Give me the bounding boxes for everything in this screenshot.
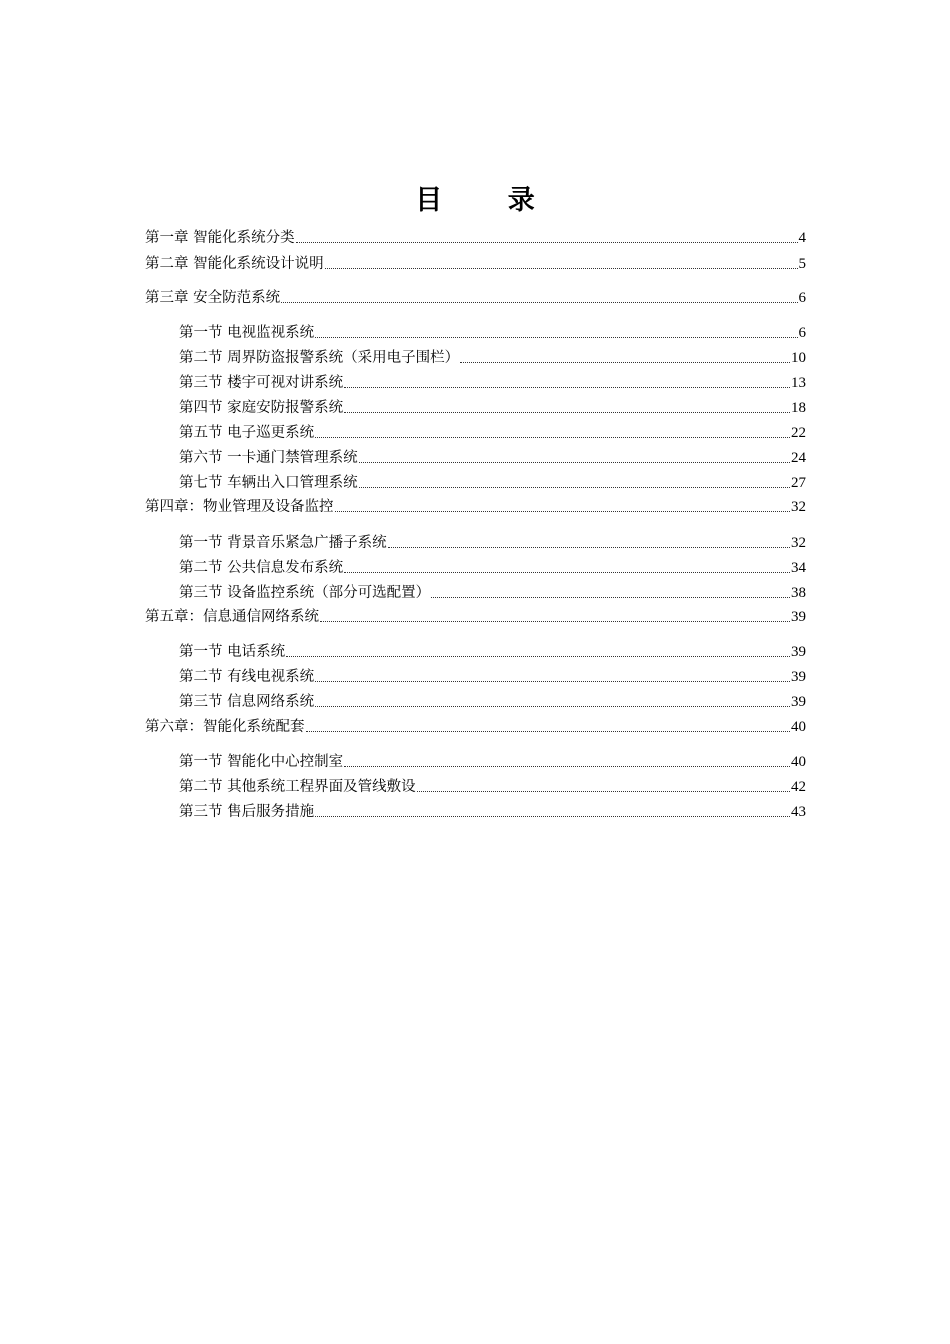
toc-entry-text: 第一节 背景音乐紧急广播子系统: [179, 535, 387, 551]
toc-dot-leader: [315, 323, 797, 338]
toc-dot-leader: [344, 398, 790, 413]
toc-entry-text: 第五节 电子巡更系统: [179, 425, 315, 441]
toc-dot-leader: [320, 607, 790, 622]
toc-page-number: 39: [791, 644, 806, 660]
toc-entry-text: 第三节 售后服务措施: [179, 804, 315, 820]
toc-page-number: 4: [798, 230, 806, 246]
toc-entry[interactable]: [179, 533, 806, 553]
toc-entry-text: 第三节 信息网络系统: [179, 694, 315, 710]
toc-entry-text: 第二章 智能化系统设计说明: [145, 256, 324, 272]
toc-entry-text: 第六章：智能化系统配套: [145, 719, 305, 735]
toc-dot-leader: [315, 692, 790, 707]
toc-dot-leader: [286, 642, 790, 657]
toc-entry-text: 第三节 楼宇可视对讲系统: [179, 375, 344, 391]
toc-dot-leader: [417, 777, 790, 792]
toc-dot-leader: [431, 583, 790, 598]
toc-page-number: 40: [791, 719, 806, 735]
toc-entry[interactable]: [179, 398, 806, 418]
toc-entry-text: 第四节 家庭安防报警系统: [179, 400, 344, 416]
toc-entry[interactable]: [145, 288, 806, 308]
toc-entry-text: 第二节 其他系统工程界面及管线敷设: [179, 779, 416, 795]
toc-page-number: 38: [791, 585, 806, 601]
toc-entry-text: 第三节 设备监控系统（部分可选配置）: [179, 585, 431, 601]
toc-page-number: 32: [791, 535, 806, 551]
toc-entry[interactable]: [145, 228, 806, 248]
toc-page-number: 10: [791, 350, 806, 366]
toc-entry-text: 第五章：信息通信网络系统: [145, 609, 319, 625]
toc-page-number: 39: [791, 609, 806, 625]
toc-dot-leader: [306, 717, 791, 732]
toc-entry-text: 第六节 一卡通门禁管理系统: [179, 450, 358, 466]
toc-title-text: 目 录: [415, 185, 563, 216]
toc-entry[interactable]: [179, 777, 806, 797]
toc-dot-leader: [359, 473, 790, 488]
toc-dot-leader: [388, 533, 790, 548]
toc-entry[interactable]: [145, 607, 806, 627]
toc-entry-text: 第一节 电话系统: [179, 644, 286, 660]
toc-page-number: 27: [791, 475, 806, 491]
toc-dot-leader: [315, 802, 790, 817]
toc-dot-leader: [335, 497, 791, 512]
toc-page-number: 13: [791, 375, 806, 391]
toc-dot-leader: [325, 254, 798, 269]
toc-dot-leader: [344, 558, 790, 573]
toc-dot-leader: [315, 423, 790, 438]
toc-page-number: 40: [791, 754, 806, 770]
toc-page-number: 6: [798, 325, 806, 341]
toc-entry[interactable]: [179, 802, 806, 822]
toc-page-number: 5: [798, 256, 806, 272]
toc-dot-leader: [344, 752, 790, 767]
toc-entry[interactable]: [179, 583, 806, 603]
toc-dot-leader: [281, 288, 797, 303]
toc-entry[interactable]: [179, 667, 806, 687]
toc-entry-text: 第二节 有线电视系统: [179, 669, 315, 685]
toc-entry[interactable]: [145, 254, 806, 274]
toc-entry[interactable]: [145, 717, 806, 737]
toc-dot-leader: [296, 228, 798, 243]
toc-entry[interactable]: [179, 448, 806, 468]
toc-page-number: 39: [791, 669, 806, 685]
toc-page-number: 42: [791, 779, 806, 795]
toc-entry-text: 第七节 车辆出入口管理系统: [179, 475, 358, 491]
toc-entry[interactable]: [179, 373, 806, 393]
toc-page-number: 43: [791, 804, 806, 820]
toc-entry[interactable]: [179, 473, 806, 493]
toc-entry[interactable]: [179, 752, 806, 772]
toc-entry-text: 第一节 智能化中心控制室: [179, 754, 344, 770]
toc-entry[interactable]: [179, 642, 806, 662]
toc-entry-text: 第四章：物业管理及设备监控: [145, 499, 334, 515]
toc-entry[interactable]: [145, 497, 806, 517]
toc-dot-leader: [344, 373, 790, 388]
toc-entry-text: 第二节 周界防盗报警系统（采用电子围栏）: [179, 350, 460, 366]
toc-dot-leader: [315, 667, 790, 682]
toc-entry[interactable]: [179, 692, 806, 712]
toc-page-number: 34: [791, 560, 806, 576]
toc-dot-leader: [460, 348, 790, 363]
toc-entry-text: 第一章 智能化系统分类: [145, 230, 295, 246]
toc-entry[interactable]: [179, 423, 806, 443]
toc-entry[interactable]: [179, 348, 806, 368]
toc-entry-text: 第三章 安全防范系统: [145, 290, 281, 306]
toc-entry[interactable]: [179, 558, 806, 578]
toc-page-number: 22: [791, 425, 806, 441]
toc-page-number: 18: [791, 400, 806, 416]
toc-page-number: 32: [791, 499, 806, 515]
toc-page-number: 6: [798, 290, 806, 306]
toc-entry[interactable]: [179, 323, 806, 343]
toc-dot-leader: [359, 448, 790, 463]
toc-entry-text: 第二节 公共信息发布系统: [179, 560, 344, 576]
toc-page-number: 24: [791, 450, 806, 466]
toc-entry-text: 第一节 电视监视系统: [179, 325, 315, 341]
toc-page-number: 39: [791, 694, 806, 710]
